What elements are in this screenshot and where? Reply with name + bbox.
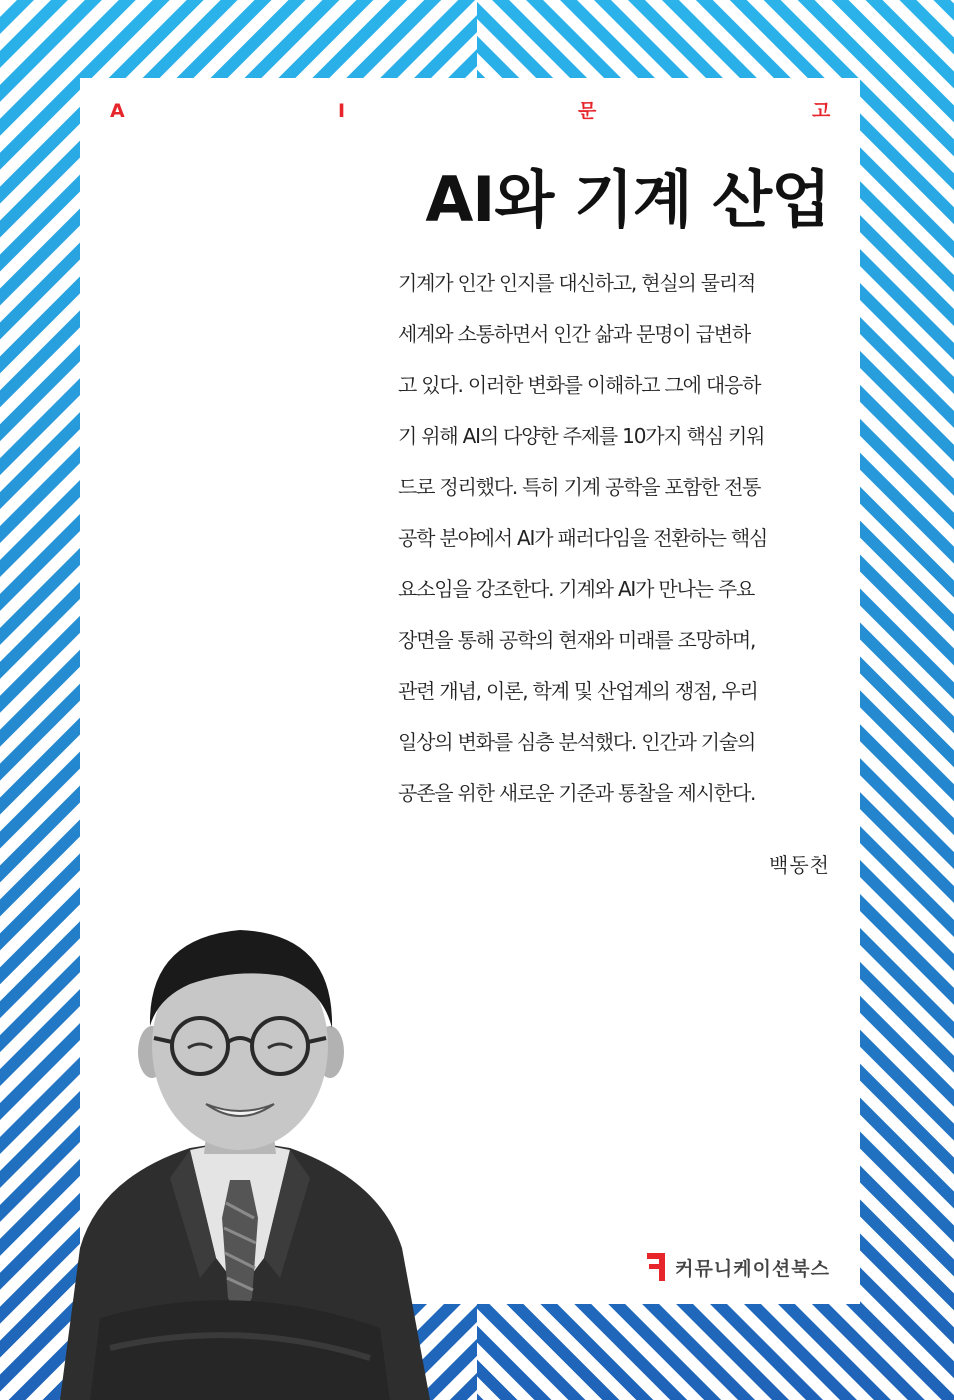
description-line: 세계와 소통하면서 인간 삶과 문명이 급변하 — [398, 322, 750, 346]
description-line: 공학 분야에서 AI가 패러다임을 전환하는 핵심 — [398, 526, 768, 550]
author-portrait — [40, 918, 450, 1400]
description-line: 고 있다. 이러한 변화를 이해하고 그에 대응하 — [398, 373, 761, 397]
description-line: 드로 정리했다. 특히 기계 공학을 포함한 전통 — [398, 475, 761, 499]
description-line: 공존을 위한 새로운 기준과 통찰을 제시한다. — [398, 781, 756, 805]
description-line: 기 위해 AI의 다양한 주제를 10가지 핵심 키워 — [398, 424, 765, 448]
series-name — [110, 96, 830, 126]
series-letter: I — [338, 100, 346, 122]
book-title: AI와 기계 산업 — [425, 163, 830, 236]
publisher-mark-icon — [645, 1251, 667, 1283]
description-line: 요소임을 강조한다. 기계와 AI가 만나는 주요 — [398, 577, 755, 601]
series-letter: 문 — [578, 100, 597, 122]
publisher-name: 커뮤니케이션북스 — [675, 1257, 830, 1280]
series-letter: 고 — [812, 100, 831, 122]
description-line: 관련 개념, 이론, 학계 및 산업계의 쟁점, 우리 — [398, 679, 758, 703]
description-line: 일상의 변화를 심층 분석했다. 인간과 기술의 — [398, 730, 756, 754]
description-line: 장면을 통해 공학의 현재와 미래를 조망하며, — [398, 628, 756, 652]
author-name: 백동천 — [769, 853, 830, 877]
description-line: 기계가 인간 인지를 대신하고, 현실의 물리적 — [398, 271, 756, 295]
publisher-logo — [645, 1250, 830, 1284]
book-description — [398, 258, 838, 819]
series-letter: A — [110, 100, 125, 122]
